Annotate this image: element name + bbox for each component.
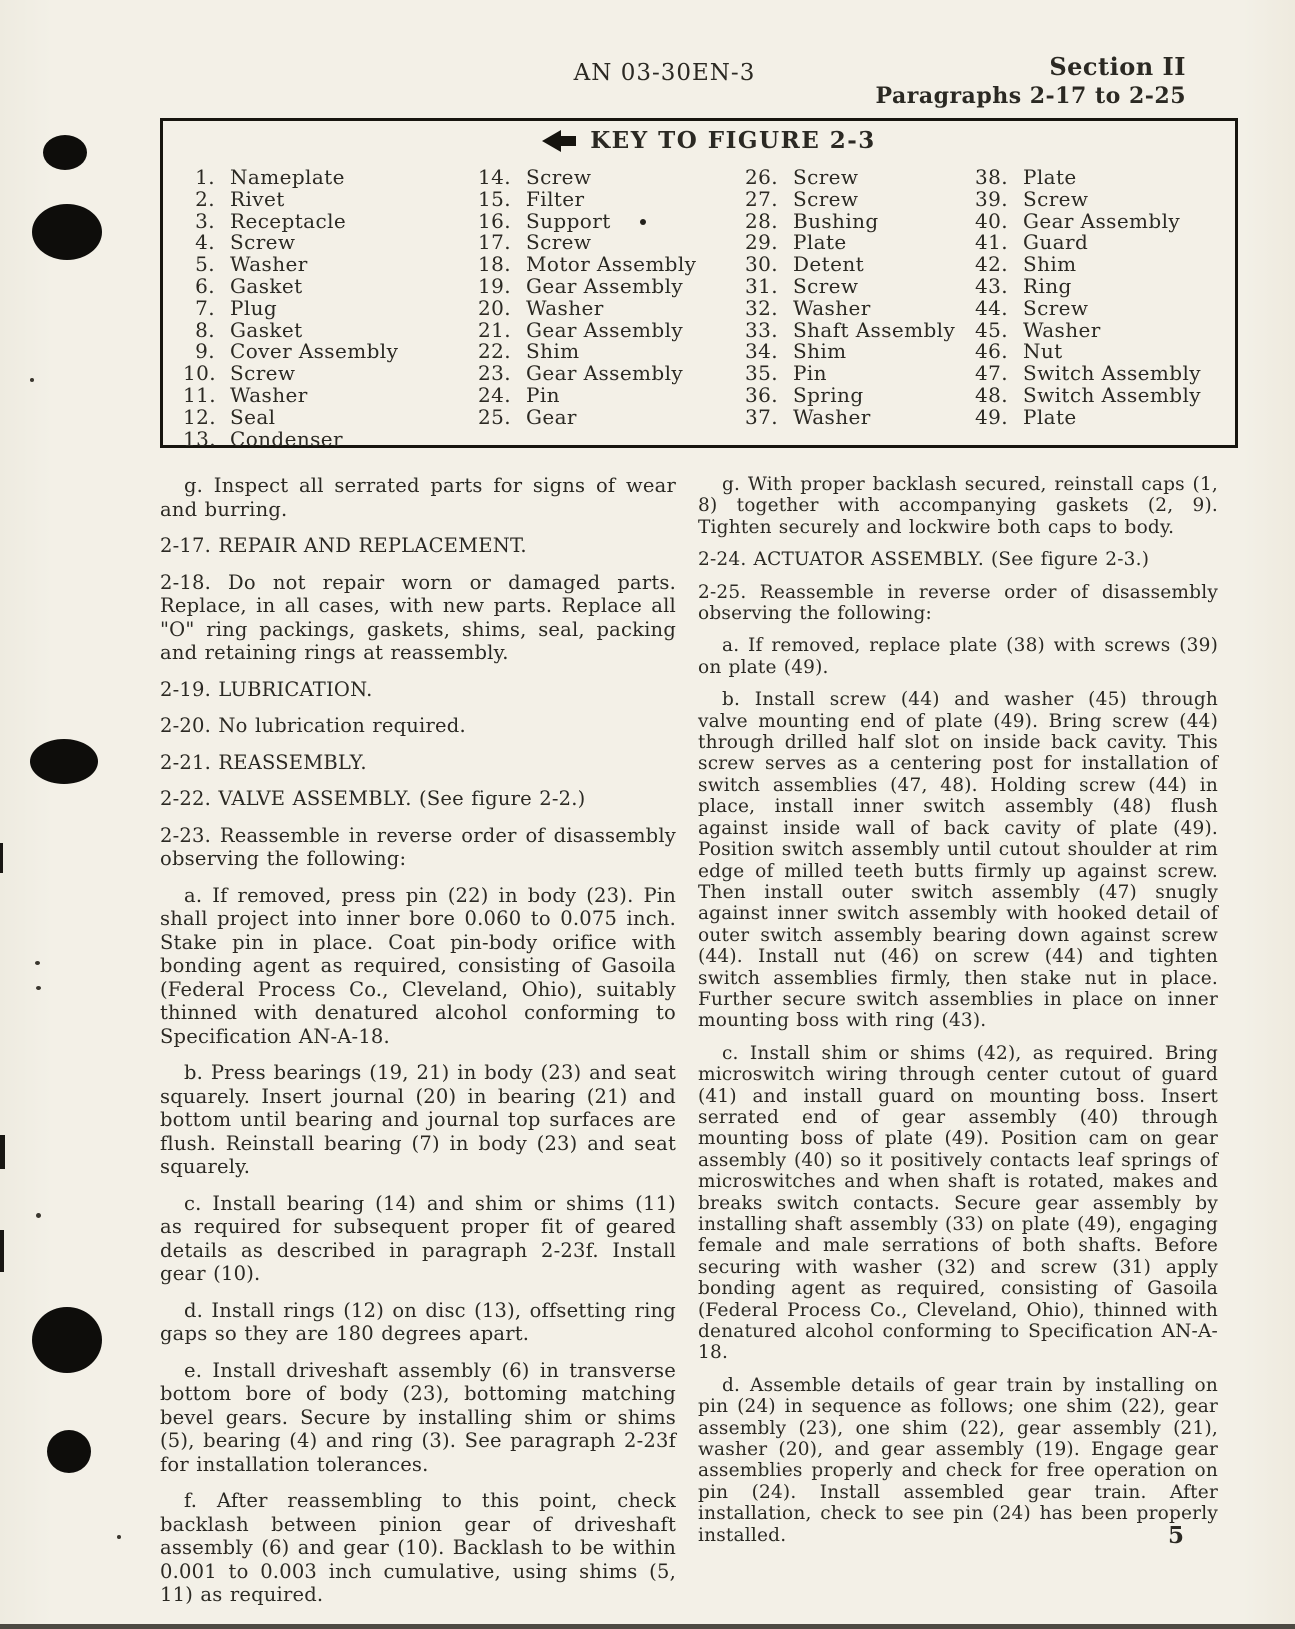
figure-key-item-name: Gear	[526, 404, 577, 429]
scan-edge-mark	[0, 843, 3, 873]
figure-key-item-name: Rivet	[230, 186, 285, 211]
figure-key-item-number: 17.	[477, 230, 511, 255]
figure-key-item-name: Washer	[793, 295, 871, 320]
page-bottom-edge	[0, 1624, 1295, 1629]
scan-speck	[117, 1535, 121, 1539]
figure-key-item-name: Guard	[1023, 230, 1089, 255]
figure-key-item-name: Spring	[793, 382, 864, 407]
figure-key-item-number: 39.	[974, 186, 1008, 211]
figure-key-item-name: Pin	[793, 361, 827, 386]
figure-key-item	[183, 404, 471, 429]
figure-key-item	[471, 273, 738, 298]
figure-key-item	[738, 363, 968, 385]
figure-key-item	[183, 341, 471, 363]
figure-key-item-name: Nameplate	[230, 165, 345, 189]
figure-key-item	[738, 273, 968, 298]
figure-key-item-name: Washer	[230, 382, 308, 407]
figure-key-item-number: 12.	[183, 404, 217, 429]
figure-key-item-name: Shim	[526, 339, 580, 364]
paragraph: 2-22. VALVE ASSEMBLY. (See figure 2-2.)	[160, 787, 586, 810]
figure-key-item-number: 22.	[477, 339, 511, 364]
figure-key-column-2	[471, 167, 738, 450]
figure-key-columns	[183, 167, 1235, 450]
figure-key-item	[968, 186, 1218, 211]
binder-hole-mark	[32, 204, 102, 260]
figure-key-item-number: 29.	[744, 230, 778, 255]
scan-speck	[30, 378, 34, 382]
figure-key-item-name: Plate	[1023, 165, 1077, 189]
figure-key-item-name: Nut	[1023, 339, 1063, 364]
figure-key-item-number: 34.	[744, 339, 778, 364]
paragraph: 2-20. No lubrication required.	[160, 714, 466, 737]
paragraph: g. With proper backlash secured, reinstall caps (1, 8) together with accompanying gaskets (2, 9). Tighten securely and lockwire both caps to body.	[698, 474, 1218, 538]
figure-key-item-name: Screw	[1023, 295, 1089, 320]
paragraph: f. After reassembling to this point, check backlash between pinion gear of driveshaft assembly (6) and gear (10). Backlash to be within 0.001 to 0.003 inch cumulative, using shims (5, 11) as required.	[160, 1489, 676, 1606]
figure-key-item-name: Gear Assembly	[526, 361, 684, 386]
figure-key-item-number: 33.	[744, 317, 778, 342]
figure-key-item-number: 2.	[195, 186, 215, 211]
paragraph: b. Install screw (44) and washer (45) through valve mounting end of plate (49). Bring screw (44) through drilled half slot on inside back cavity. This screw serves as a centering post for installation of switch assemblies (47, 48). Holding screw (44) in place, install inner switch assembly (48) flush against inside wall of back cavity of plate (49). Position switch assembly until cutout shoulder at rim edge of milled teeth butts firmly up against screw. Then install outer switch assembly (47) snugly against inner switch assembly with hooked detail of outer switch assembly bearing down against screw (44). Install nut (46) on screw (44) and tighten switch assemblies firmly, then stake nut in place. Further secure switch assemblies in place on inner mounting boss with ring (43).	[698, 689, 1218, 1032]
paragraph: a. If removed, press pin (22) in body (23). Pin shall project into inner bore 0.060 to 0.075 inch. Stake pin in place. Coat pin-body orifice with bonding agent as required, consisting of Gasoila (Federal Process Co., Cleveland, Ohio), suitably thinned with denatured alcohol conforming to Specification AN-A-18.	[160, 883, 676, 1048]
paragraph: 2-23. Reassemble in reverse order of disassembly observing the following:	[160, 823, 676, 870]
figure-key-item-name: Shim	[1023, 252, 1077, 277]
paragraph-range-label: Paragraphs 2-17 to 2-25	[875, 83, 1186, 109]
figure-key-item	[471, 295, 738, 320]
section-label: Section II	[1049, 52, 1186, 81]
figure-key-item-name: Gear Assembly	[1023, 208, 1181, 233]
figure-key-item-number: 11.	[183, 382, 217, 407]
figure-key-item	[471, 404, 738, 429]
figure-key-item-name: Washer	[793, 404, 871, 429]
figure-key-item-name: Shaft Assembly	[793, 317, 956, 342]
figure-key-item-name: Detent	[793, 252, 865, 277]
figure-key-item-number: 40.	[974, 208, 1008, 233]
figure-key-item-number: 20.	[477, 295, 511, 320]
figure-key-item-number: 21.	[477, 317, 511, 342]
figure-key-item-number: 38.	[974, 165, 1008, 189]
figure-key-item-name: Filter	[526, 186, 585, 211]
figure-key-item-name: Gear Assembly	[526, 317, 684, 342]
figure-key-item-number: 37.	[744, 404, 778, 429]
paragraph: b. Press bearings (19, 21) in body (23) and seat squarely. Insert journal (20) in bearing (21) and bottom until bearing and journal top surfaces are flush. Reinstall bearing (7) in body (23) and seat squarely.	[160, 1061, 676, 1178]
figure-key-item-name: Seal	[230, 404, 276, 429]
figure-key-item-number: 14.	[477, 165, 511, 189]
body-columns	[160, 474, 1218, 1620]
paragraph: d. Install rings (12) on disc (13), offsetting ring gaps so they are 180 degrees apart.	[160, 1298, 676, 1345]
scan-speck	[36, 986, 41, 990]
figure-key-item-name: Gasket	[230, 273, 303, 298]
figure-key-item-name: Ring	[1023, 273, 1072, 298]
figure-key-column-1	[183, 167, 471, 450]
figure-key-item-name: Switch Assembly	[1023, 361, 1201, 386]
figure-key-item-number: 13.	[183, 426, 217, 451]
body-column-right	[698, 474, 1218, 1620]
figure-key-item	[738, 167, 968, 189]
figure-key-item	[968, 404, 1218, 429]
paragraph: g. Inspect all serrated parts for signs of wear and burring.	[160, 474, 676, 521]
figure-key-item-number: 30.	[744, 252, 778, 277]
figure-key-item	[968, 208, 1218, 233]
binder-hole-mark	[32, 1307, 102, 1373]
figure-key-item-number: 49.	[974, 404, 1008, 429]
figure-key-item-name: Washer	[1023, 317, 1101, 342]
scan-edge-mark	[0, 1230, 4, 1272]
figure-key-item	[183, 317, 471, 342]
figure-key-item-number: 18.	[477, 252, 511, 277]
figure-key-item-number: 1.	[195, 165, 215, 189]
figure-key-item-name: Pin	[526, 382, 560, 407]
figure-key-item-name: Gasket	[230, 317, 303, 342]
figure-key-item	[183, 426, 471, 451]
figure-key-item-number: 32.	[744, 295, 778, 320]
figure-key-item-number: 15.	[477, 186, 511, 211]
figure-key-item	[968, 295, 1218, 320]
figure-key-item-number: 3.	[195, 208, 215, 233]
figure-key-item	[471, 232, 738, 254]
figure-key-item	[183, 186, 471, 211]
figure-key-item-name: Washer	[526, 295, 604, 320]
figure-key-item	[471, 208, 738, 233]
figure-key-item-name: Bushing	[793, 208, 879, 233]
scan-edge-mark	[0, 1135, 5, 1169]
scan-speck	[35, 961, 40, 965]
page-number: 5	[1168, 1522, 1185, 1549]
figure-key-item	[968, 317, 1218, 342]
figure-key-item	[968, 382, 1218, 407]
figure-key-item-name: Plug	[230, 295, 278, 320]
figure-key-item-number: 4.	[195, 230, 215, 255]
left-arrow-icon	[542, 129, 576, 153]
doc-number: AN 03-30EN-3	[573, 60, 756, 86]
paragraph: a. If removed, replace plate (38) with screws (39) on plate (49).	[698, 635, 1218, 678]
figure-key-item-number: 35.	[744, 361, 778, 386]
paragraph: e. Install driveshaft assembly (6) in transverse bottom bore of body (23), bottoming matching bevel gears. Secure by installing shim or shims (5), bearing (4) and ring (3). See paragraph 2-23f for installation tolerances.	[160, 1358, 676, 1476]
figure-key-item	[968, 341, 1218, 363]
figure-key-item-name: Switch Assembly	[1023, 382, 1201, 407]
figure-key-item-number: 41.	[974, 230, 1008, 255]
paragraph: 2-21. REASSEMBLY.	[160, 750, 367, 774]
figure-key-title: KEY TO FIGURE 2-3	[590, 127, 876, 154]
figure-key-item-number: 8.	[195, 317, 215, 342]
figure-key-item	[183, 295, 471, 320]
figure-key-item-name: Screw	[793, 186, 859, 211]
figure-key-item-number: 48.	[974, 382, 1008, 407]
paragraph: 2-24. ACTUATOR ASSEMBLY. (See figure 2-3.)	[698, 549, 1150, 571]
figure-key-item-name: Plate	[793, 230, 847, 255]
header-right-block	[876, 53, 1186, 111]
figure-key-item-number: 25.	[477, 404, 511, 429]
figure-key-item-name: Support	[526, 208, 611, 233]
figure-key-column-3	[738, 167, 968, 450]
figure-key-item-name: Condenser	[230, 426, 344, 451]
figure-key-item	[738, 382, 968, 407]
figure-key-item	[738, 232, 968, 254]
figure-key-item	[968, 232, 1218, 254]
figure-key-item	[471, 186, 738, 211]
figure-key-item	[471, 254, 738, 276]
figure-key-item	[968, 273, 1218, 298]
scan-speck	[36, 1213, 41, 1218]
body-column-left	[160, 474, 676, 1620]
binder-hole-mark	[30, 739, 98, 784]
figure-key-item	[968, 167, 1218, 189]
figure-key-item-number: 46.	[974, 339, 1008, 364]
figure-key-item-number: 19.	[477, 273, 511, 298]
figure-key-item	[183, 382, 471, 407]
figure-key-box	[160, 118, 1238, 451]
figure-key-item-number: 6.	[195, 273, 215, 298]
figure-key-item-name: Cover Assembly	[230, 339, 399, 364]
figure-key-item-name: Screw	[230, 230, 296, 255]
figure-key-item	[471, 341, 738, 363]
figure-key-item	[738, 317, 968, 342]
figure-key-item	[183, 208, 471, 233]
paragraph: 2-17. REPAIR AND REPLACEMENT.	[160, 534, 527, 557]
figure-key-item-number: 16.	[477, 208, 511, 233]
figure-key-item-number: 42.	[974, 252, 1008, 277]
figure-key-item-name: Screw	[793, 273, 859, 298]
scan-speck	[640, 219, 646, 225]
paragraph: 2-25. Reassemble in reverse order of disassembly observing the following:	[698, 581, 1218, 625]
figure-key-item-number: 9.	[195, 339, 215, 364]
figure-key-item-number: 44.	[974, 295, 1008, 320]
figure-key-item-name: Screw	[793, 165, 859, 189]
figure-key-item	[968, 363, 1218, 385]
figure-key-item-number: 36.	[744, 382, 778, 407]
figure-key-title-row	[183, 127, 1235, 159]
figure-key-item-number: 47.	[974, 361, 1008, 386]
figure-key-item-name: Screw	[526, 230, 592, 255]
figure-key-item	[183, 167, 471, 189]
paragraph: d. Assemble details of gear train by installing on pin (24) in sequence as follows; one shim (22), gear assembly (23), one shim (22), gear assembly (21), washer (20), and gear assembly (19). Engage gear assemblies properly and check for free operation on pin (24). Install assembled gear train. After installation, check to see pin (24) has been properly installed.	[698, 1374, 1218, 1546]
figure-key-item-number: 43.	[974, 273, 1008, 298]
figure-key-item	[183, 273, 471, 298]
figure-key-item-number: 26.	[744, 165, 778, 189]
figure-key-item-number: 10.	[183, 361, 217, 386]
figure-key-item	[968, 254, 1218, 276]
figure-key-item-name: Screw	[526, 165, 592, 189]
figure-key-item	[738, 295, 968, 320]
paragraph: 2-19. LUBRICATION.	[160, 677, 373, 701]
figure-key-item	[738, 208, 968, 233]
figure-key-item-name: Screw	[1023, 186, 1089, 211]
figure-key-item-number: 31.	[744, 273, 778, 298]
binder-hole-mark	[43, 135, 87, 170]
figure-key-item	[183, 363, 471, 385]
figure-key-item-number: 45.	[974, 317, 1008, 342]
figure-key-item-number: 5.	[195, 252, 215, 277]
figure-key-item-number: 24.	[477, 382, 511, 407]
figure-key-item-name: Motor Assembly	[526, 252, 697, 277]
figure-key-item-number: 7.	[195, 295, 215, 320]
figure-key-item-number: 28.	[744, 208, 778, 233]
figure-key-item	[471, 317, 738, 342]
figure-key-item-number: 23.	[477, 361, 511, 386]
figure-key-item-name: Screw	[230, 361, 296, 386]
paragraph: c. Install shim or shims (42), as required. Bring microswitch wiring through center cutout of guard (41) and install guard on mounting boss. Insert serrated end of gear assembly (40) through mounting boss of plate (49). Position cam on gear assembly (40) so it positively contacts leaf springs of microswitches and when shaft is rotated, makes and breaks switch contacts. Secure gear assembly by installing shaft assembly (33) on plate (49), engaging female and male serrations of both shafts. Before securing with washer (32) and screw (31) apply bonding agent as required, consisting of Gasoila (Federal Process Co., Cleveland, Ohio), thinned with denatured alcohol conforming to Specification AN-A-18.	[698, 1042, 1218, 1364]
paragraph: c. Install bearing (14) and shim or shims (11) as required for subsequent proper fit of geared details as described in paragraph 2-23f. Install gear (10).	[160, 1191, 676, 1285]
figure-key-item	[183, 232, 471, 254]
figure-key-item-name: Gear Assembly	[526, 273, 684, 298]
paragraph: 2-18. Do not repair worn or damaged parts. Replace, in all cases, with new parts. Replace all "O" ring packings, gaskets, shims, seal, packing and retaining rings at reassembly.	[160, 570, 676, 664]
figure-key-item	[183, 254, 471, 276]
figure-key-item	[738, 254, 968, 276]
figure-key-item-name: Receptacle	[230, 208, 347, 233]
figure-key-item	[738, 404, 968, 429]
figure-key-item	[738, 186, 968, 211]
figure-key-item	[738, 341, 968, 363]
figure-key-item-name: Washer	[230, 252, 308, 277]
figure-key-item-name: Shim	[793, 339, 847, 364]
binder-hole-mark	[47, 1430, 91, 1473]
figure-key-item	[471, 382, 738, 407]
figure-key-column-4	[968, 167, 1218, 450]
figure-key-item-number: 27.	[744, 186, 778, 211]
figure-key-item	[471, 167, 738, 189]
figure-key-item-name: Plate	[1023, 404, 1077, 429]
figure-key-item	[471, 363, 738, 385]
